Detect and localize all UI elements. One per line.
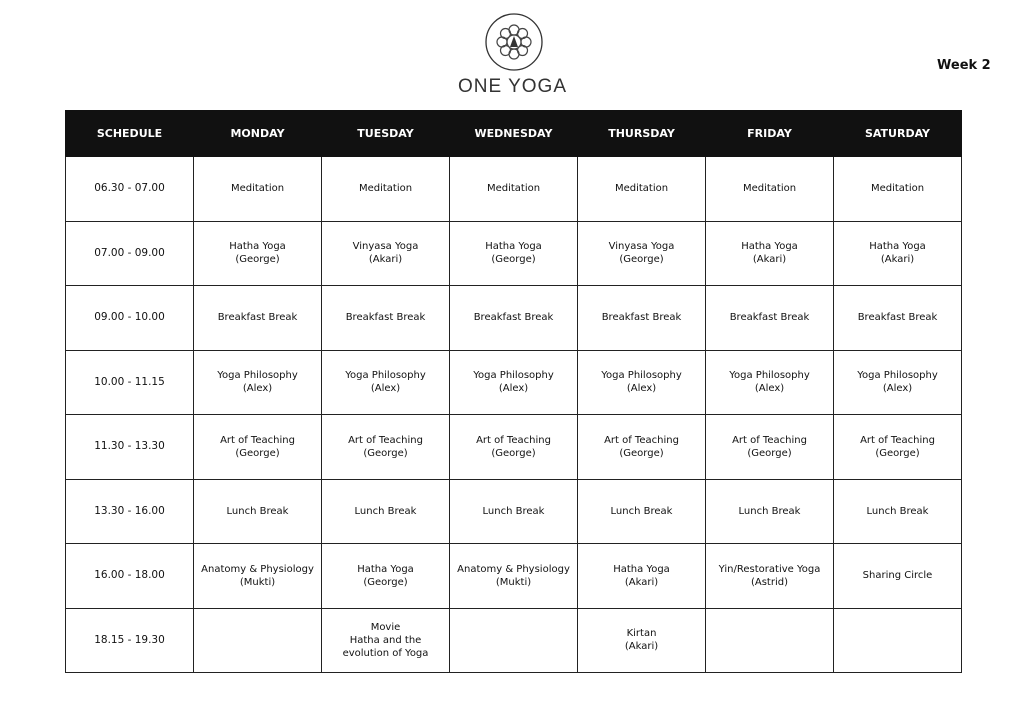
session-cell	[834, 221, 962, 286]
session-cell	[322, 157, 450, 222]
session-line: Movie	[370, 621, 401, 633]
session-line: Hatha Yoga	[229, 241, 286, 253]
session-line: (George)	[235, 254, 280, 266]
session-cell	[450, 221, 578, 286]
session-line: Yoga Philosophy	[601, 370, 682, 382]
session-cell	[706, 415, 834, 480]
session-line: Yoga Philosophy	[857, 370, 938, 382]
session-line: (George)	[747, 447, 792, 459]
session-cell	[706, 350, 834, 415]
table-row	[66, 479, 962, 544]
session-line: Yoga Philosophy	[729, 370, 810, 382]
column-header: SATURDAY	[834, 111, 962, 157]
session-line: Art of Teaching	[476, 434, 551, 446]
session-line: Meditation	[486, 183, 541, 195]
session-cell	[450, 608, 578, 673]
session-cell	[194, 415, 322, 480]
session-line: (Alex)	[242, 383, 273, 395]
session-cell	[194, 286, 322, 351]
brand-name: ONE YOGA	[457, 76, 567, 97]
session-cell	[194, 157, 322, 222]
session-cell	[450, 350, 578, 415]
session-cell	[194, 221, 322, 286]
session-cell	[706, 479, 834, 544]
column-header: FRIDAY	[706, 111, 834, 157]
session-line: (George)	[363, 447, 408, 459]
session-line: (Alex)	[498, 383, 529, 395]
session-cell	[450, 157, 578, 222]
session-line: Breakfast Break	[473, 312, 554, 324]
session-line: Meditation	[614, 183, 669, 195]
session-cell	[834, 608, 962, 673]
session-line: (Alex)	[882, 383, 913, 395]
time-slot: 13.30 - 16.00	[66, 479, 194, 544]
session-line: Sharing Circle	[862, 570, 933, 582]
session-cell	[194, 608, 322, 673]
session-line: (Akari)	[368, 254, 403, 266]
session-line: (George)	[619, 254, 664, 266]
session-cell	[578, 544, 706, 609]
session-line: Lunch Break	[866, 505, 929, 517]
session-cell	[322, 544, 450, 609]
column-header: SCHEDULE	[66, 111, 194, 157]
table-row	[66, 608, 962, 673]
session-cell	[322, 221, 450, 286]
column-header: THURSDAY	[578, 111, 706, 157]
session-line: Meditation	[230, 183, 285, 195]
session-line: (Akari)	[880, 254, 915, 266]
session-cell	[450, 544, 578, 609]
session-line: Meditation	[742, 183, 797, 195]
session-cell	[834, 350, 962, 415]
session-cell	[578, 286, 706, 351]
column-header: TUESDAY	[322, 111, 450, 157]
session-line: Yoga Philosophy	[345, 370, 426, 382]
session-line: Art of Teaching	[348, 434, 423, 446]
session-line: Breakfast Break	[729, 312, 810, 324]
session-cell	[194, 544, 322, 609]
session-line: Hatha Yoga	[869, 241, 926, 253]
session-line: Vinyasa Yoga	[352, 241, 419, 253]
column-header: MONDAY	[194, 111, 322, 157]
session-cell	[834, 157, 962, 222]
session-cell	[578, 415, 706, 480]
session-line: Hatha Yoga	[485, 241, 542, 253]
table-row	[66, 415, 962, 480]
session-cell	[450, 415, 578, 480]
session-line: Lunch Break	[610, 505, 673, 517]
time-slot: 11.30 - 13.30	[66, 415, 194, 480]
session-line: (Akari)	[624, 576, 659, 588]
session-line: Vinyasa Yoga	[608, 241, 675, 253]
schedule-table	[65, 110, 962, 673]
session-cell	[322, 415, 450, 480]
table-row	[66, 286, 962, 351]
session-line: Meditation	[870, 183, 925, 195]
session-line: Anatomy & Physiology	[457, 563, 570, 575]
session-cell	[706, 608, 834, 673]
session-line: Art of Teaching	[220, 434, 295, 446]
session-line: Art of Teaching	[604, 434, 679, 446]
session-line: (Astrid)	[750, 576, 788, 588]
time-slot: 07.00 - 09.00	[66, 221, 194, 286]
table-row	[66, 544, 962, 609]
session-line: (George)	[235, 447, 280, 459]
table-row	[66, 350, 962, 415]
session-line: (George)	[491, 254, 536, 266]
session-line: (George)	[619, 447, 664, 459]
session-cell	[706, 544, 834, 609]
session-line: (Akari)	[624, 641, 659, 653]
week-label: Week 2	[937, 58, 991, 73]
session-cell	[578, 350, 706, 415]
table-row	[66, 157, 962, 222]
session-cell	[834, 544, 962, 609]
session-line: (Alex)	[626, 383, 657, 395]
session-cell	[450, 479, 578, 544]
time-slot: 09.00 - 10.00	[66, 286, 194, 351]
session-line: Meditation	[358, 183, 413, 195]
session-cell	[834, 415, 962, 480]
session-line: (George)	[875, 447, 920, 459]
session-line: Hatha Yoga	[357, 563, 414, 575]
table-row	[66, 221, 962, 286]
session-line: Lunch Break	[482, 505, 545, 517]
session-line: (George)	[363, 576, 408, 588]
session-line: Art of Teaching	[732, 434, 807, 446]
session-cell	[578, 157, 706, 222]
session-line: Hatha and the	[349, 634, 422, 646]
session-cell	[578, 608, 706, 673]
session-line: evolution of Yoga	[342, 647, 429, 659]
session-line: Breakfast Break	[601, 312, 682, 324]
session-cell	[834, 479, 962, 544]
session-cell	[322, 350, 450, 415]
session-cell	[578, 221, 706, 286]
session-line: Breakfast Break	[345, 312, 426, 324]
session-line: Kirtan	[626, 628, 657, 640]
session-line: (George)	[491, 447, 536, 459]
session-line: Lunch Break	[354, 505, 417, 517]
session-cell	[322, 286, 450, 351]
session-line: (Mukti)	[239, 576, 276, 588]
session-cell	[194, 479, 322, 544]
time-slot: 10.00 - 11.15	[66, 350, 194, 415]
session-line: (Alex)	[370, 383, 401, 395]
session-line: Lunch Break	[226, 505, 289, 517]
session-line: (Alex)	[754, 383, 785, 395]
session-line: Yoga Philosophy	[473, 370, 554, 382]
session-cell	[450, 286, 578, 351]
session-line: Breakfast Break	[857, 312, 938, 324]
session-line: Hatha Yoga	[741, 241, 798, 253]
time-slot: 18.15 - 19.30	[66, 608, 194, 673]
session-cell	[322, 479, 450, 544]
session-line: Anatomy & Physiology	[201, 563, 314, 575]
session-line: Lunch Break	[738, 505, 801, 517]
session-cell	[706, 221, 834, 286]
session-cell	[706, 286, 834, 351]
session-cell	[706, 157, 834, 222]
session-line: (Mukti)	[495, 576, 532, 588]
session-line: Art of Teaching	[860, 434, 935, 446]
session-cell	[322, 608, 450, 673]
session-line: Hatha Yoga	[613, 563, 670, 575]
mandala-logo-icon	[484, 12, 544, 72]
session-cell	[578, 479, 706, 544]
session-cell	[194, 350, 322, 415]
session-cell	[834, 286, 962, 351]
session-line: (Akari)	[752, 254, 787, 266]
session-line: Yin/Restorative Yoga	[718, 563, 821, 575]
session-line: Breakfast Break	[217, 312, 298, 324]
time-slot: 16.00 - 18.00	[66, 544, 194, 609]
time-slot: 06.30 - 07.00	[66, 157, 194, 222]
session-line: Yoga Philosophy	[217, 370, 298, 382]
column-header: WEDNESDAY	[450, 111, 578, 157]
header-row	[66, 111, 962, 157]
